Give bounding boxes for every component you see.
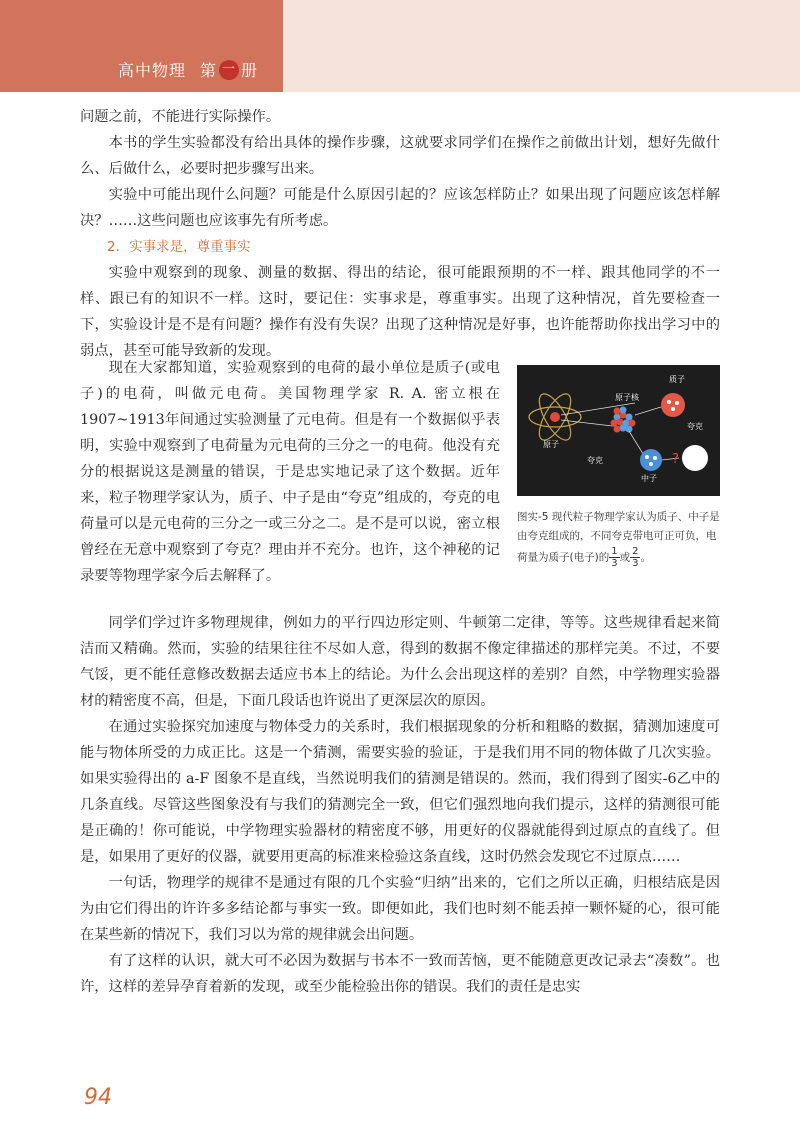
label-neutron: 中子 (641, 474, 657, 483)
question-mark: ? (672, 452, 679, 467)
particle-figure (517, 365, 720, 496)
label-proton: 质子 (669, 375, 685, 384)
paragraph: 同学们学过许多物理规律，例如力的平行四边形定则、牛顿第二定律，等等。这些规律看起来简洁而又精确。然而，实验的结果往往不尽如人意，得到的数据不像定律描述的那样完美。不过，不要气馁，更不能任意修改数据去适应书本上的结论。为什么会出现这样的差别？自然，中学物理实验器材的精密度不高，但是，下面几段话也许说出了更深层次的原因。 (80, 615, 720, 709)
fraction-two-thirds: $\frac{2}{3}$ (632, 546, 639, 569)
book-title: 高中物理 (118, 61, 187, 80)
figure-caption (517, 508, 722, 569)
paragraph: 本书的学生实验都没有给出具体的操作步骤，这就要求同学们在操作之前做出计划，想好先做什么、后做什么，必要时把步骤写出来。 (80, 135, 720, 177)
particle-illustration (517, 365, 720, 496)
paragraph: 实验中观察到的现象、测量的数据、得出的结论，很可能跟预期的不一样、跟其他同学的不一样、跟已有的知识不一样。这时，要记住：实事求是，尊重事实。出现了这种情况，首先要检查一下，实验设计是不是有问题？操作有没有失误？出现了这种情况是好事，也许能帮助你找出学习中的弱点，甚至可能导致新的发现。 (80, 265, 720, 359)
volume-number-badge: 一 (219, 60, 239, 80)
unknown-particle-icon (682, 445, 708, 471)
label-quark-bottom: 夸克 (587, 456, 603, 465)
caption-text: 图实-5 现代粒子物理学家认为质子、中子是由夸克组成的，不同夸克带电可正可负，电荷量为质子(电子)的 (517, 511, 720, 564)
label-nucleus: 原子核 (615, 393, 639, 402)
label-atom: 原子 (543, 440, 559, 449)
label-quark-top: 夸克 (687, 422, 703, 431)
section-heading: 2．实事求是，尊重事实 (107, 239, 251, 255)
fraction-one-third: $\frac{1}{3}$ (611, 546, 618, 569)
running-header (118, 58, 258, 81)
paragraph: 现在大家都知道，实验观察到的电荷的最小单位是质子(或电子)的电荷，叫做元电荷。美国物理学家 R. A. 密立根在1907~1913年间通过实验测量了元电荷。但是有一个数据似乎表明，实验中观察到了电荷量为元电荷的三分之一的电荷。他没有充分的根据说这是测量的错误，于是忠实地记录了这个数据。近年来，粒子物理学家认为，质子、中子是由“夸克”组成的，夸克的电荷量可以是元电荷的三分之一或三分之二。是不是可以说，密立根曾经在无意中观察到了夸克？理由并不充分。也许，这个神秘的记录要等物理学家今后去解释了。 (80, 360, 500, 584)
top-text-block (80, 104, 720, 364)
atom-icon (529, 389, 581, 444)
wrapped-text-block (80, 355, 500, 589)
proton-icon (661, 393, 685, 417)
neutron-icon (640, 449, 662, 471)
header-band-light (283, 0, 800, 92)
paragraph: 在通过实验探究加速度与物体受力的关系时，我们根据现象的分析和粗略的数据，猜测加速度可能与物体所受的力成正比。这是一个猜测，需要实验的验证，于是我们用不同的物体做了几次实验。如果实验得出的 a-F 图象不是直线，当然说明我们的猜测是错误的。然而，我们得到了图实-6乙中的几条直线。尽管这些图象没有与我们的猜测完全一致，但它们强烈地向我们提示，这样的猜测很可能是正确的！你可能说，中学物理实验器材的精密度不够，用更好的仪器就能得到过原点的直线了。但是，如果用了更好的仪器，就要用更高的标准来检验这条直线，这时仍然会发现它不过原点…… (80, 719, 720, 865)
paragraph: 问题之前，不能进行实际操作。 (80, 109, 281, 125)
volume-prefix: 第 (200, 61, 218, 80)
nucleus-icon (611, 407, 636, 433)
caption-end: 。 (640, 551, 651, 564)
volume-suffix: 册 (241, 61, 259, 80)
lower-text-block (80, 610, 720, 1000)
page-number: 94 (84, 1085, 112, 1110)
caption-or: 或 (619, 551, 631, 564)
paragraph: 实验中可能出现什么问题？可能是什么原因引起的？应该怎样防止？如果出现了问题应该怎样解决？……这些问题也应该事先有所考虑。 (80, 187, 720, 229)
paragraph: 一句话，物理学的规律不是通过有限的几个实验“归纳”出来的，它们之所以正确，归根结底是因为由它们得出的许许多多结论都与事实一致。即便如此，我们也时刻不能丢掉一颗怀疑的心，很可能在某些新的情况下，我们习以为常的规律就会出问题。 (80, 875, 720, 943)
paragraph: 有了这样的认识，就大可不必因为数据与书本不一致而苦恼，更不能随意更改记录去“凑数”。也许，这样的差异孕育着新的发现，或至少能检验出你的错误。我们的责任是忠实 (80, 953, 720, 995)
